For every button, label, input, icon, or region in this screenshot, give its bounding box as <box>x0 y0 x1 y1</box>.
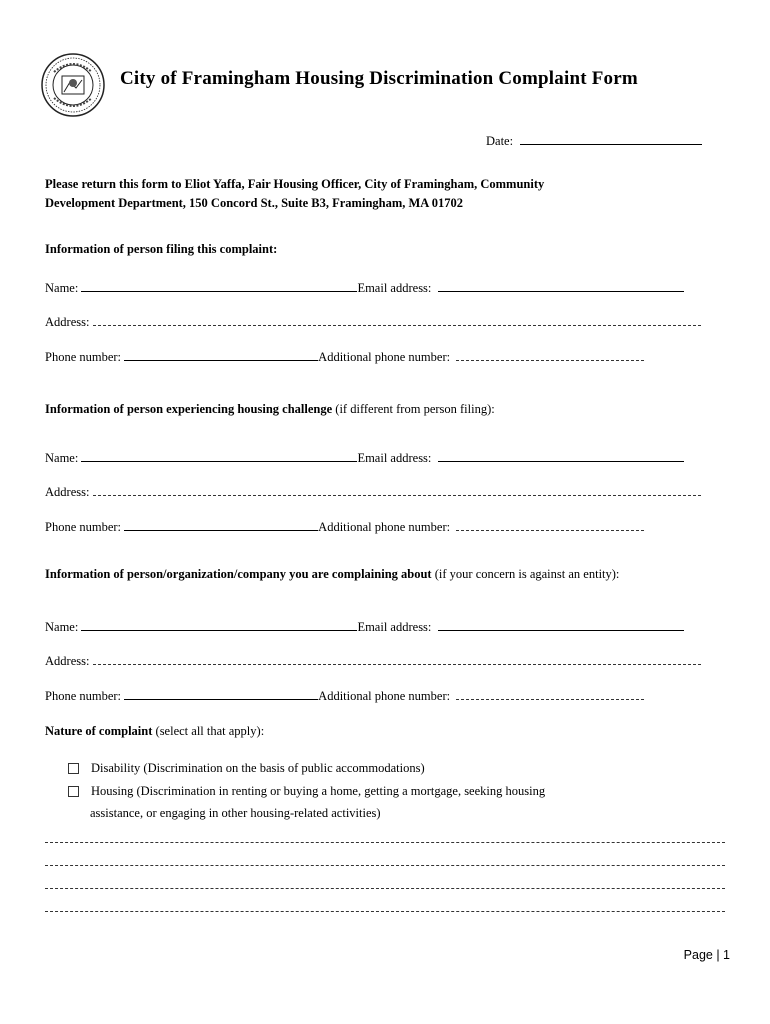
against-name-row <box>45 619 684 635</box>
name-label: Name: <box>45 620 79 634</box>
phone-label: Phone number: <box>45 350 122 364</box>
form-title: City of Framingham Housing Discrimination Complaint Form <box>120 68 638 89</box>
filer-name-field[interactable] <box>81 280 357 292</box>
filer-phone-field[interactable] <box>124 349 318 361</box>
city-seal-logo <box>40 52 106 118</box>
against-email-field[interactable] <box>438 619 684 631</box>
experiencing-address-row <box>45 484 701 500</box>
against-phone-field[interactable] <box>124 688 318 700</box>
address-label: Address: <box>45 654 90 668</box>
address-label: Address: <box>45 315 90 329</box>
experiencing-email-field[interactable] <box>438 450 684 462</box>
against-address-field[interactable] <box>93 653 701 665</box>
name-label: Name: <box>45 281 79 295</box>
intro-line-1: Please return this form to Eliot Yaffa, Fair Housing Officer, City of Framingham, Community <box>45 177 545 191</box>
option-disability[interactable] <box>68 761 425 776</box>
date-row <box>486 133 702 149</box>
date-label: Date: <box>486 134 514 148</box>
email-label: Email address: <box>357 620 432 634</box>
experiencing-phone-row <box>45 519 644 535</box>
email-label: Email address: <box>357 281 432 295</box>
option-housing-label: Housing (Discrimination in renting or buying a home, getting a mortgage, seeking housing <box>91 784 546 798</box>
experiencing-address-field[interactable] <box>93 484 701 496</box>
filer-address-row <box>45 314 701 330</box>
date-field[interactable] <box>520 133 702 145</box>
experiencing-name-row <box>45 450 684 466</box>
filer-email-field[interactable] <box>438 280 684 292</box>
name-label: Name: <box>45 451 79 465</box>
filer-additional-phone-field[interactable] <box>456 349 644 361</box>
details-line-2[interactable] <box>45 865 725 866</box>
filer-name-row <box>45 280 684 296</box>
experiencing-name-field[interactable] <box>81 450 357 462</box>
page-number: Page | 1 <box>683 948 730 962</box>
experiencing-section-heading: Information of person experiencing housing challenge (if different from person filing): <box>45 402 495 416</box>
disability-checkbox[interactable] <box>68 763 79 774</box>
address-label: Address: <box>45 485 90 499</box>
experiencing-additional-phone-field[interactable] <box>456 519 644 531</box>
nature-heading: Nature of complaint (select all that apply): <box>45 724 265 738</box>
intro-text <box>45 175 725 213</box>
experiencing-phone-field[interactable] <box>124 519 318 531</box>
email-label: Email address: <box>357 451 432 465</box>
additional-phone-label: Additional phone number: <box>318 689 451 703</box>
option-housing[interactable] <box>68 784 545 799</box>
against-address-row <box>45 653 701 669</box>
against-name-field[interactable] <box>81 619 357 631</box>
intro-line-2: Development Department, 150 Concord St., Suite B3, Framingham, MA 01702 <box>45 196 464 210</box>
housing-checkbox[interactable] <box>68 786 79 797</box>
filer-address-field[interactable] <box>93 314 701 326</box>
phone-label: Phone number: <box>45 689 122 703</box>
details-line-4[interactable] <box>45 911 725 912</box>
filer-section-heading: Information of person filing this complaint: <box>45 242 278 256</box>
against-additional-phone-field[interactable] <box>456 688 644 700</box>
option-housing-label-cont: assistance, or engaging in other housing-related activities) <box>90 806 381 820</box>
filer-phone-row <box>45 349 644 365</box>
against-phone-row <box>45 688 644 704</box>
details-line-3[interactable] <box>45 888 725 889</box>
phone-label: Phone number: <box>45 520 122 534</box>
option-disability-label: Disability (Discrimination on the basis of public accommodations) <box>91 761 425 775</box>
details-line-1[interactable] <box>45 842 725 843</box>
additional-phone-label: Additional phone number: <box>318 520 451 534</box>
against-section-heading: Information of person/organization/company you are complaining about (if your concern is against an entity): <box>45 567 620 581</box>
additional-phone-label: Additional phone number: <box>318 350 451 364</box>
